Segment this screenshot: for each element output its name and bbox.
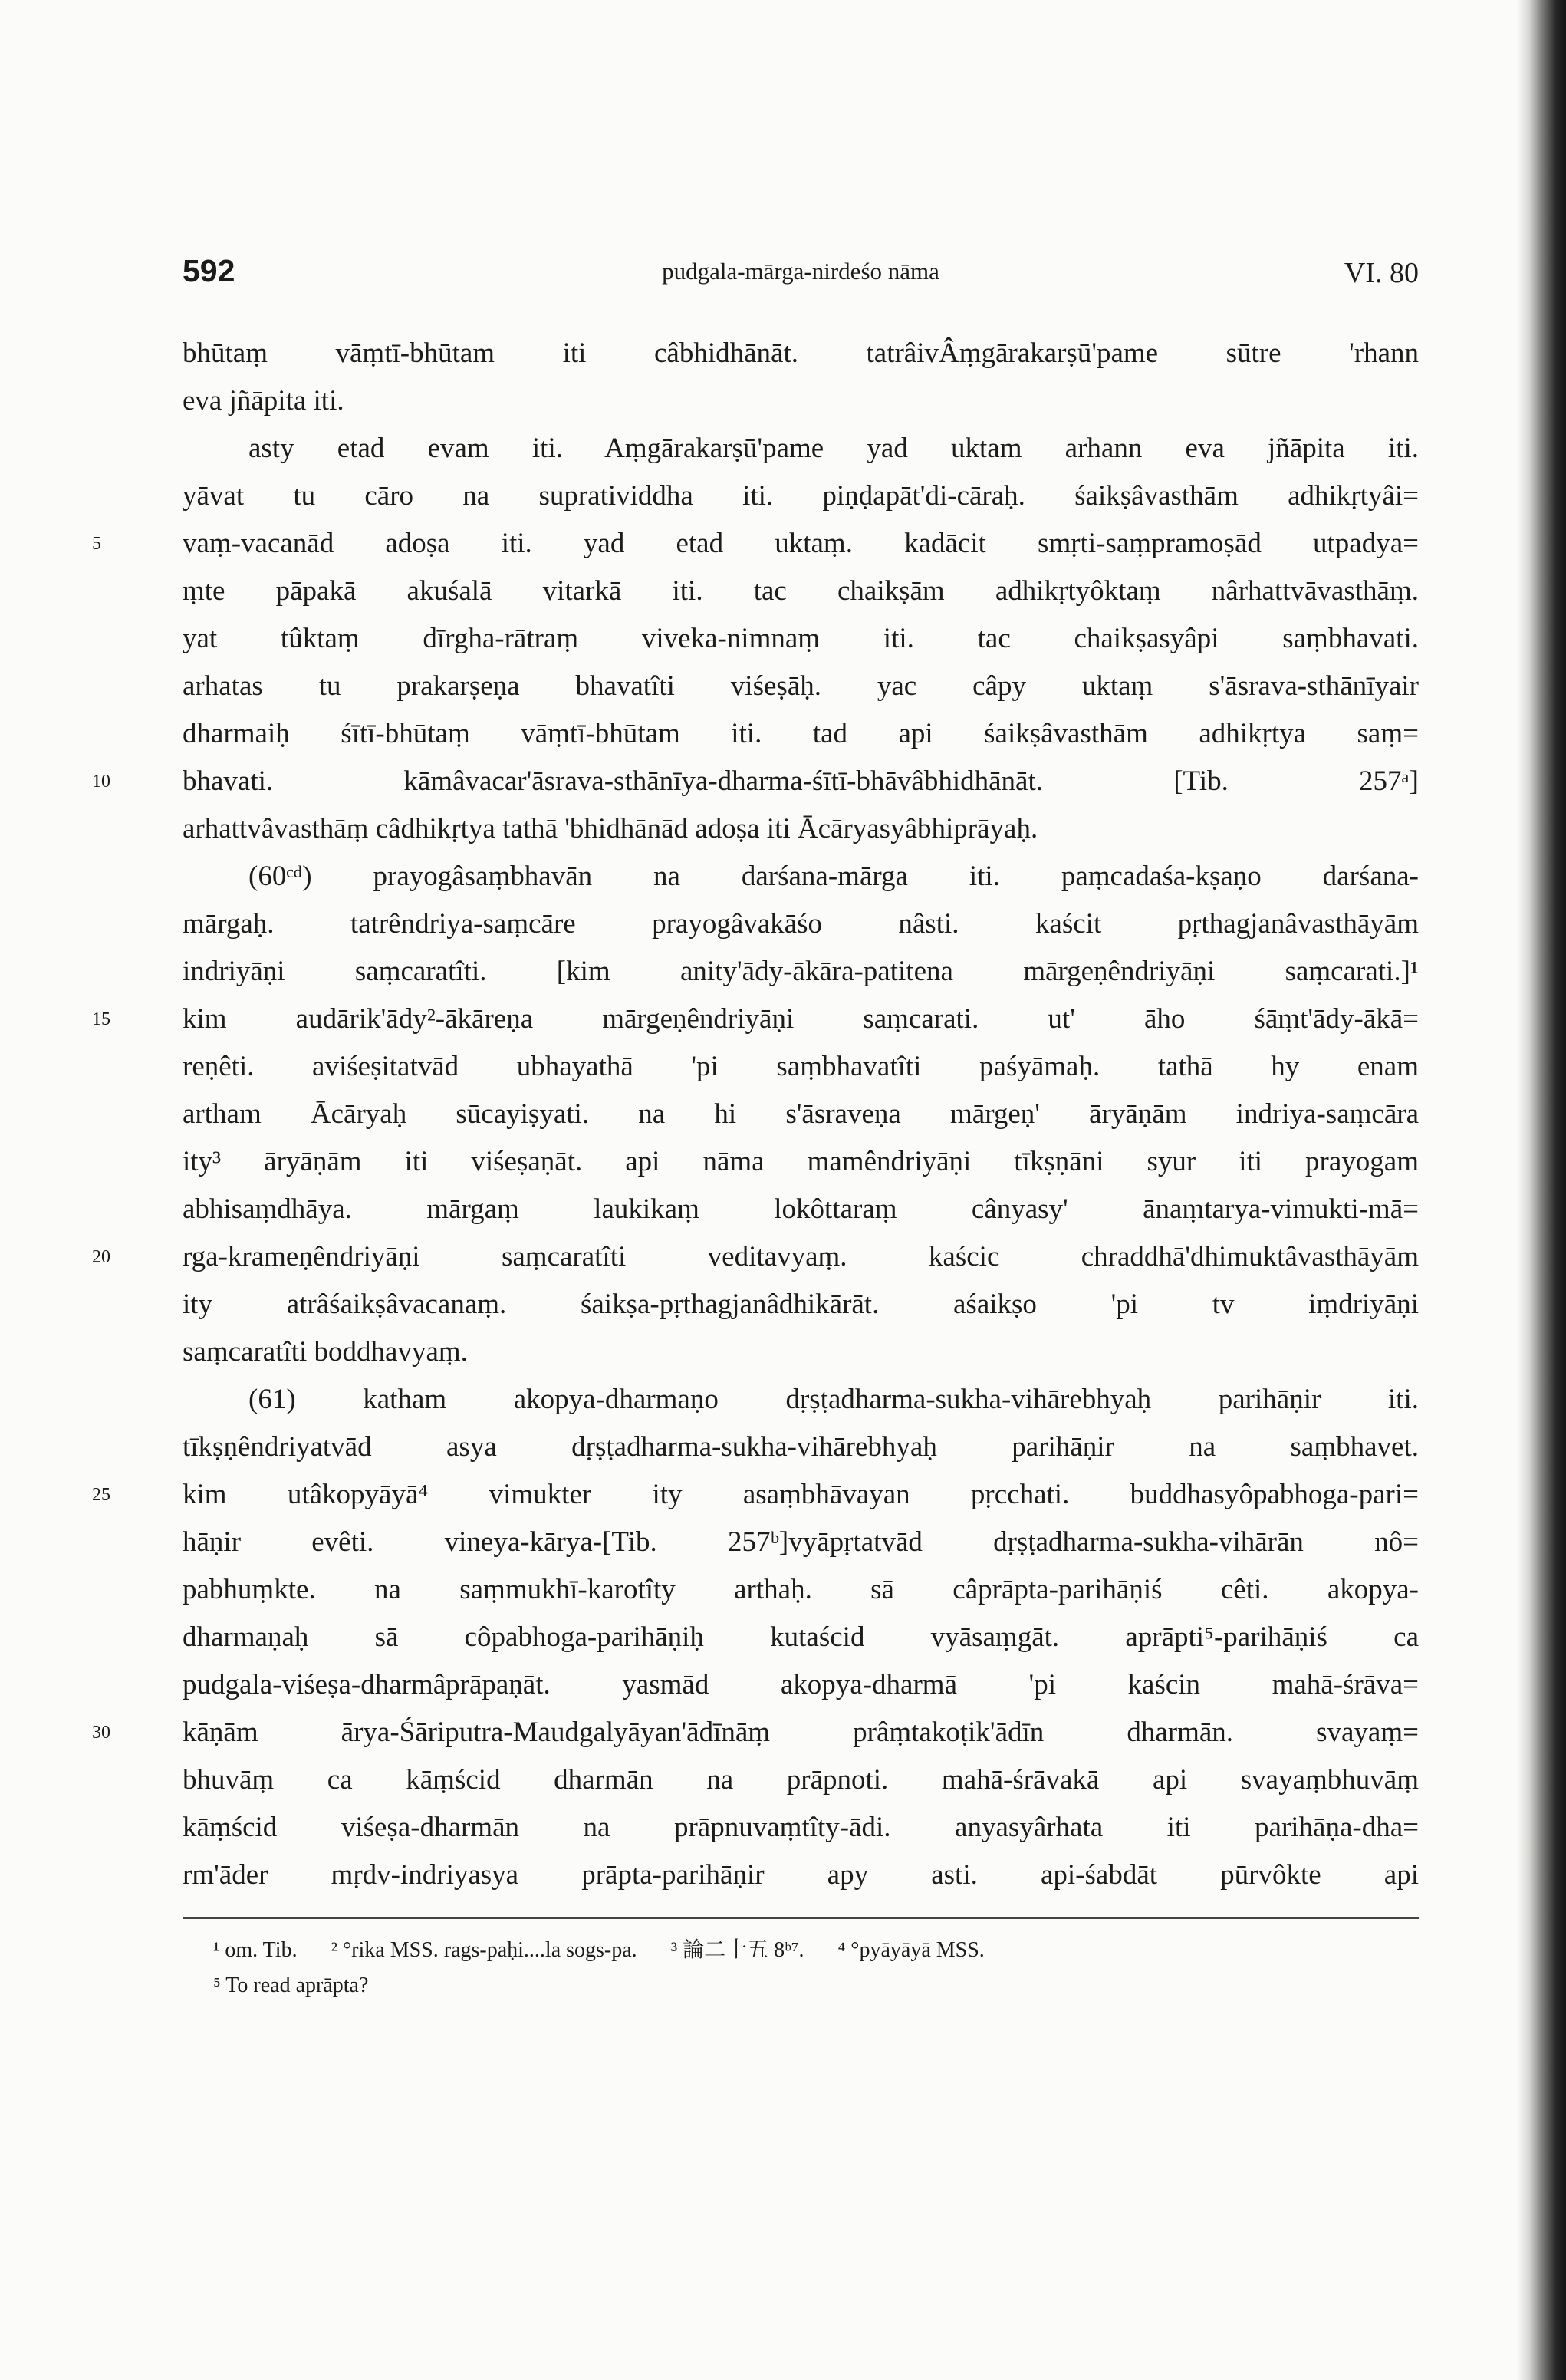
line-number: 15: [92, 1009, 110, 1029]
text-line: [183, 1614, 1419, 1661]
text-line: [183, 615, 1419, 663]
line-number: 25: [92, 1485, 110, 1505]
line-text: rga-krameṇêndriyāṇi saṃcaratîti veditavyaṃ. kaścic chraddhā'dhimuktâvasthāyām: [183, 1241, 1419, 1272]
footnote: ³ 論二十五 8ᵇ⁷.: [670, 1938, 804, 1962]
footnote: ¹ om. Tib.: [213, 1938, 298, 1962]
line-text: bhuvāṃ ca kāṃścid dharmān na prāpnoti. mahā-śrāvakā api svayaṃbhuvāṃ: [183, 1764, 1419, 1796]
text-line: [183, 1804, 1419, 1852]
line-text: yat tûktaṃ dīrgha-rātraṃ viveka-nimnaṃ iti. tac chaikṣasyâpi saṃbhavati.: [183, 623, 1419, 654]
line-text: ṃte pāpakā akuśalā vitarkā iti. tac chaikṣām adhikṛtyôktaṃ nârhattvāvasthāṃ.: [183, 575, 1419, 607]
line-number: 5: [92, 534, 101, 554]
footnotes: [183, 1933, 1419, 2003]
line-text: kāṇām ārya-Śāriputra-Maudgalyāyan'ādīnāṃ prâṃtakoṭik'ādīn dharmān. svayaṃ=: [183, 1717, 1419, 1748]
line-text: rm'āder mṛdv-indriyasya prāpta-parihāṇir apy asti. api-śabdāt pūrvôkte api: [183, 1859, 1419, 1891]
text-line: [183, 472, 1419, 520]
line-text: mārgaḥ. tatrêndriya-saṃcāre prayogâvakāśo nâsti. kaścit pṛthagjanâvasthāyām: [183, 908, 1419, 940]
text-line: [92, 1233, 1419, 1281]
line-text: yāvat tu cāro na supratividdha iti. piṇḍapāt'di-cāraḥ. śaikṣâvasthām adhikṛtyâi=: [183, 480, 1419, 512]
line-text: ity atrâśaikṣâvacanaṃ. śaikṣa-pṛthagjanâdhikārāt. aśaikṣo 'pi tv iṃdriyāṇi: [183, 1289, 1419, 1320]
text-line: [183, 663, 1419, 710]
text-line: [183, 1519, 1419, 1566]
text-line: [92, 996, 1419, 1043]
line-number: 30: [92, 1723, 110, 1743]
text-line: [183, 1756, 1419, 1804]
line-text: indriyāṇi saṃcaratîti. [kim anity'ādy-ākāra-patitena mārgeṇêndriyāṇi saṃcarati.]¹: [183, 956, 1419, 987]
section-number: VI. 80: [1344, 257, 1419, 289]
line-text: (61) katham akopya-dharmaṇo dṛṣṭadharma-sukha-vihārebhyaḥ parihāṇir iti.: [248, 1384, 1419, 1415]
line-text: asty etad evam iti. Aṃgārakarṣū'pame yad uktam arhann eva jñāpita iti.: [248, 433, 1419, 464]
text-line: [183, 377, 1419, 425]
line-text: saṃcaratîti boddhavyaṃ.: [183, 1336, 468, 1368]
text-line: [183, 948, 1419, 996]
body-text: [92, 330, 1419, 1899]
footnote: ⁵ To read aprāpta?: [213, 1973, 369, 1997]
line-text: eva jñāpita iti.: [183, 385, 344, 416]
line-text: bhūtaṃ vāṃtī-bhūtam iti câbhidhānāt. tatrâivÂṃgārakarṣū'pame sūtre 'rhann: [183, 337, 1419, 369]
line-text: vaṃ-vacanād adoṣa iti. yad etad uktaṃ. kadācit smṛti-saṃpramoṣād utpadya=: [183, 528, 1419, 559]
line-text: kim audārik'ādy²-ākāreṇa mārgeṇêndriyāṇi saṃcarati. ut' āho śāṃt'ādy-ākā=: [183, 1003, 1419, 1035]
text-line: [183, 1043, 1419, 1091]
text-line: [183, 1376, 1419, 1424]
line-text: bhavati. kāmâvacar'āsrava-sthānīya-dharma-śītī-bhāvâbhidhānāt. [Tib. 257ᵃ]: [183, 765, 1419, 797]
text-line: [183, 1138, 1419, 1186]
line-text: dharmaiḥ śītī-bhūtaṃ vāṃtī-bhūtam iti. tad api śaikṣâvasthām adhikṛtya saṃ=: [183, 718, 1419, 749]
line-text: reṇêti. aviśeṣitatvād ubhayathā 'pi saṃbhavatîti paśyāmaḥ. tathā hy enam: [183, 1051, 1419, 1082]
footnote-line-1: [183, 1933, 1419, 1968]
text-line: [183, 568, 1419, 615]
line-text: pudgala-viśeṣa-dharmâprāpaṇāt. yasmād akopya-dharmā 'pi kaścin mahā-śrāva=: [183, 1669, 1419, 1700]
footnote-line-2: [183, 1968, 1419, 2003]
text-line: [183, 330, 1419, 377]
text-line: [183, 1281, 1419, 1328]
text-line: [183, 1424, 1419, 1471]
text-line: [183, 1186, 1419, 1233]
text-line: [183, 1661, 1419, 1709]
text-line: [183, 853, 1419, 900]
line-text: dharmaṇaḥ sā côpabhoga-parihāṇiḥ kutaścid vyāsaṃgāt. aprāpti⁵-parihāṇiś ca: [183, 1621, 1419, 1653]
line-text: tīkṣṇêndriyatvād asya dṛṣṭadharma-sukha-vihārebhyaḥ parihāṇir na saṃbhavet.: [183, 1431, 1419, 1463]
page-header: [183, 253, 1419, 307]
page-number: 592: [183, 253, 235, 288]
text-line: [183, 1091, 1419, 1138]
text-line: [183, 1566, 1419, 1614]
line-text: (60ᶜᵈ) prayogâsaṃbhavān na darśana-mārga iti. paṃcadaśa-kṣaṇo darśana-: [248, 861, 1419, 892]
text-line: [183, 710, 1419, 758]
line-text: kim utâkopyāyā⁴ vimukter ity asaṃbhāvayan pṛcchati. buddhasyôpabhoga-pari=: [183, 1479, 1419, 1510]
text-line: [183, 425, 1419, 472]
text-line: [92, 1471, 1419, 1519]
scan-edge-shadow: [1517, 0, 1566, 2380]
text-line: [183, 805, 1419, 853]
footnote: ² °rika MSS. rags-paḥi....la sogs-pa.: [331, 1938, 637, 1962]
line-text: kāṃścid viśeṣa-dharmān na prāpnuvaṃtîty-ādi. anyasyârhata iti parihāṇa-dha=: [183, 1812, 1419, 1843]
text-line: [183, 900, 1419, 948]
text-line: [183, 1852, 1419, 1899]
line-text: ity³ āryāṇām iti viśeṣaṇāt. api nāma mamêndriyāṇi tīkṣṇāni syur iti prayogam: [183, 1146, 1419, 1177]
line-text: pabhuṃkte. na saṃmukhī-karotîty arthaḥ. sā câprāpta-parihāṇiś cêti. akopya-: [183, 1574, 1419, 1605]
line-text: arhatas tu prakarṣeṇa bhavatîti viśeṣāḥ. yac câpy uktaṃ s'āsrava-sthānīyair: [183, 670, 1419, 702]
running-title: pudgala-mārga-nirdeśo nāma: [662, 258, 939, 285]
line-text: abhisaṃdhāya. mārgaṃ laukikaṃ lokôttaraṃ cânyasy' ānaṃtarya-vimukti-mā=: [183, 1193, 1419, 1225]
text-line: [92, 758, 1419, 805]
text-line: [92, 520, 1419, 568]
line-text: arhattvâvasthāṃ câdhikṛtya tathā 'bhidhānād adoṣa iti Ācāryasyâbhiprāyaḥ.: [183, 813, 1038, 844]
line-text: hāṇir evêti. vineya-kārya-[Tib. 257ᵇ]vyāpṛtatvād dṛṣṭadharma-sukha-vihārān nô=: [183, 1526, 1419, 1558]
footnote: ⁴ °pyāyāyā MSS.: [837, 1938, 985, 1962]
line-number: 10: [92, 772, 110, 792]
footnote-rule: [183, 1917, 1419, 1919]
text-line: [183, 1328, 1419, 1376]
text-line: [92, 1709, 1419, 1756]
line-text: artham Ācāryaḥ sūcayiṣyati. na hi s'āsraveṇa mārgeṇ' āryāṇām indriya-saṃcāra: [183, 1098, 1419, 1130]
line-number: 20: [92, 1247, 110, 1267]
